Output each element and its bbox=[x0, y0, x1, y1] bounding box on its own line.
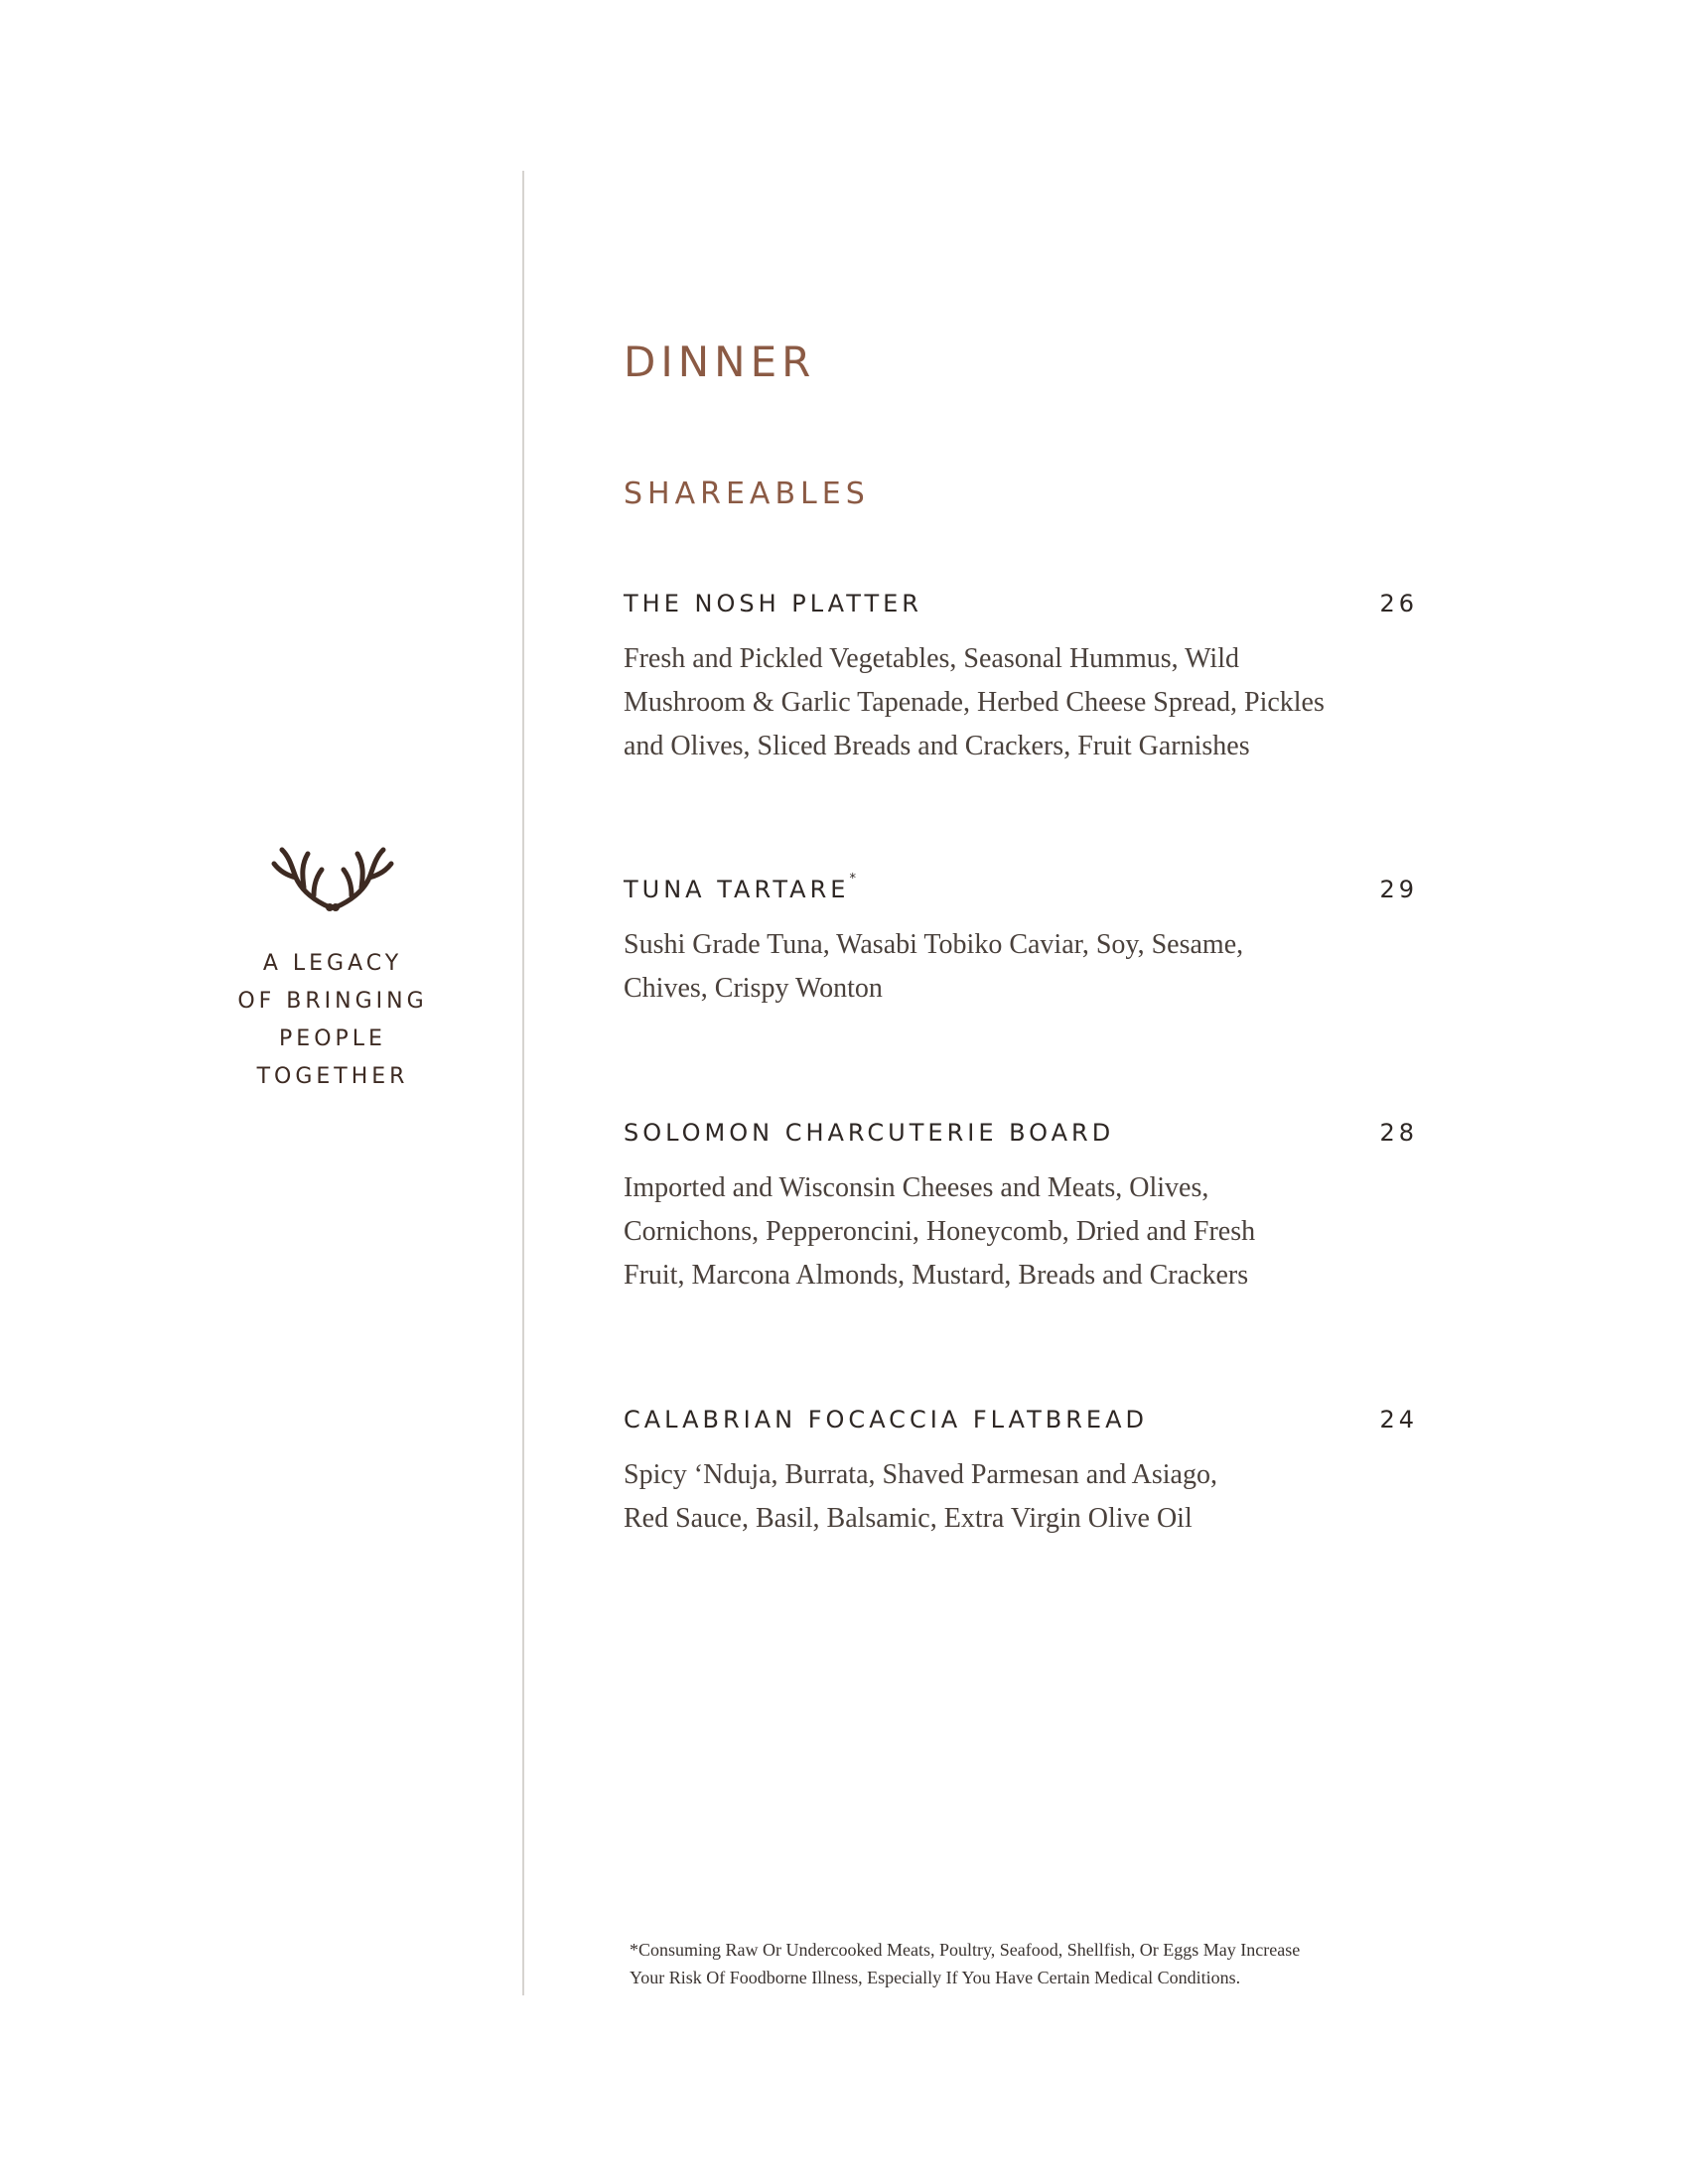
item-name: CALABRIAN FOCACCIA FLATBREAD bbox=[624, 1406, 1148, 1433]
tagline-line: OF BRINGING bbox=[237, 989, 428, 1014]
section-title: SHAREABLES bbox=[624, 477, 870, 511]
item-price: 29 bbox=[1379, 876, 1418, 903]
menu-item-charcuterie-board bbox=[624, 1119, 1418, 1297]
antlers-icon bbox=[268, 844, 397, 913]
item-price: 28 bbox=[1379, 1119, 1418, 1147]
menu-item-nosh-platter bbox=[624, 590, 1418, 768]
item-name: TUNA TARTARE* bbox=[624, 872, 856, 903]
menu-title: DINNER bbox=[624, 338, 816, 386]
item-description: Imported and Wisconsin Cheeses and Meats, Olives, Cornichons, Pepperoncini, Honeycomb, Dried and Fresh Fruit, Marcona Almonds, Mustard, Breads and Crackers bbox=[624, 1172, 1256, 1291]
tagline-line: TOGETHER bbox=[256, 1064, 409, 1089]
item-price: 26 bbox=[1379, 590, 1418, 617]
item-name: THE NOSH PLATTER bbox=[624, 590, 922, 617]
item-price: 24 bbox=[1379, 1406, 1418, 1433]
item-name: SOLOMON CHARCUTERIE BOARD bbox=[624, 1119, 1115, 1147]
menu-item-tuna-tartare bbox=[624, 872, 1418, 1011]
menu-item-focaccia-flatbread bbox=[624, 1406, 1418, 1541]
raw-food-disclaimer: *Consuming Raw Or Undercooked Meats, Poultry, Seafood, Shellfish, Or Eggs May Increase Your Risk Of Foodborne Illness, Especially If You Have Certain Medical Conditions. bbox=[630, 1940, 1301, 1987]
tagline-line: A LEGACY bbox=[262, 951, 403, 976]
brand-sidebar bbox=[199, 844, 467, 1096]
footnote-marker: * bbox=[849, 872, 856, 887]
item-description: Spicy ‘Nduja, Burrata, Shaved Parmesan and Asiago, Red Sauce, Basil, Balsamic, Extra Virgin Olive Oil bbox=[624, 1459, 1217, 1534]
item-description: Sushi Grade Tuna, Wasabi Tobiko Caviar, Soy, Sesame, Chives, Crispy Wonton bbox=[624, 929, 1244, 1004]
tagline-line: PEOPLE bbox=[279, 1026, 386, 1051]
item-description: Fresh and Pickled Vegetables, Seasonal Hummus, Wild Mushroom & Garlic Tapenade, Herbed Cheese Spread, Pickles and Olives, Sliced Breads and Crackers, Fruit Garnishes bbox=[624, 643, 1325, 761]
vertical-divider bbox=[522, 171, 524, 1995]
